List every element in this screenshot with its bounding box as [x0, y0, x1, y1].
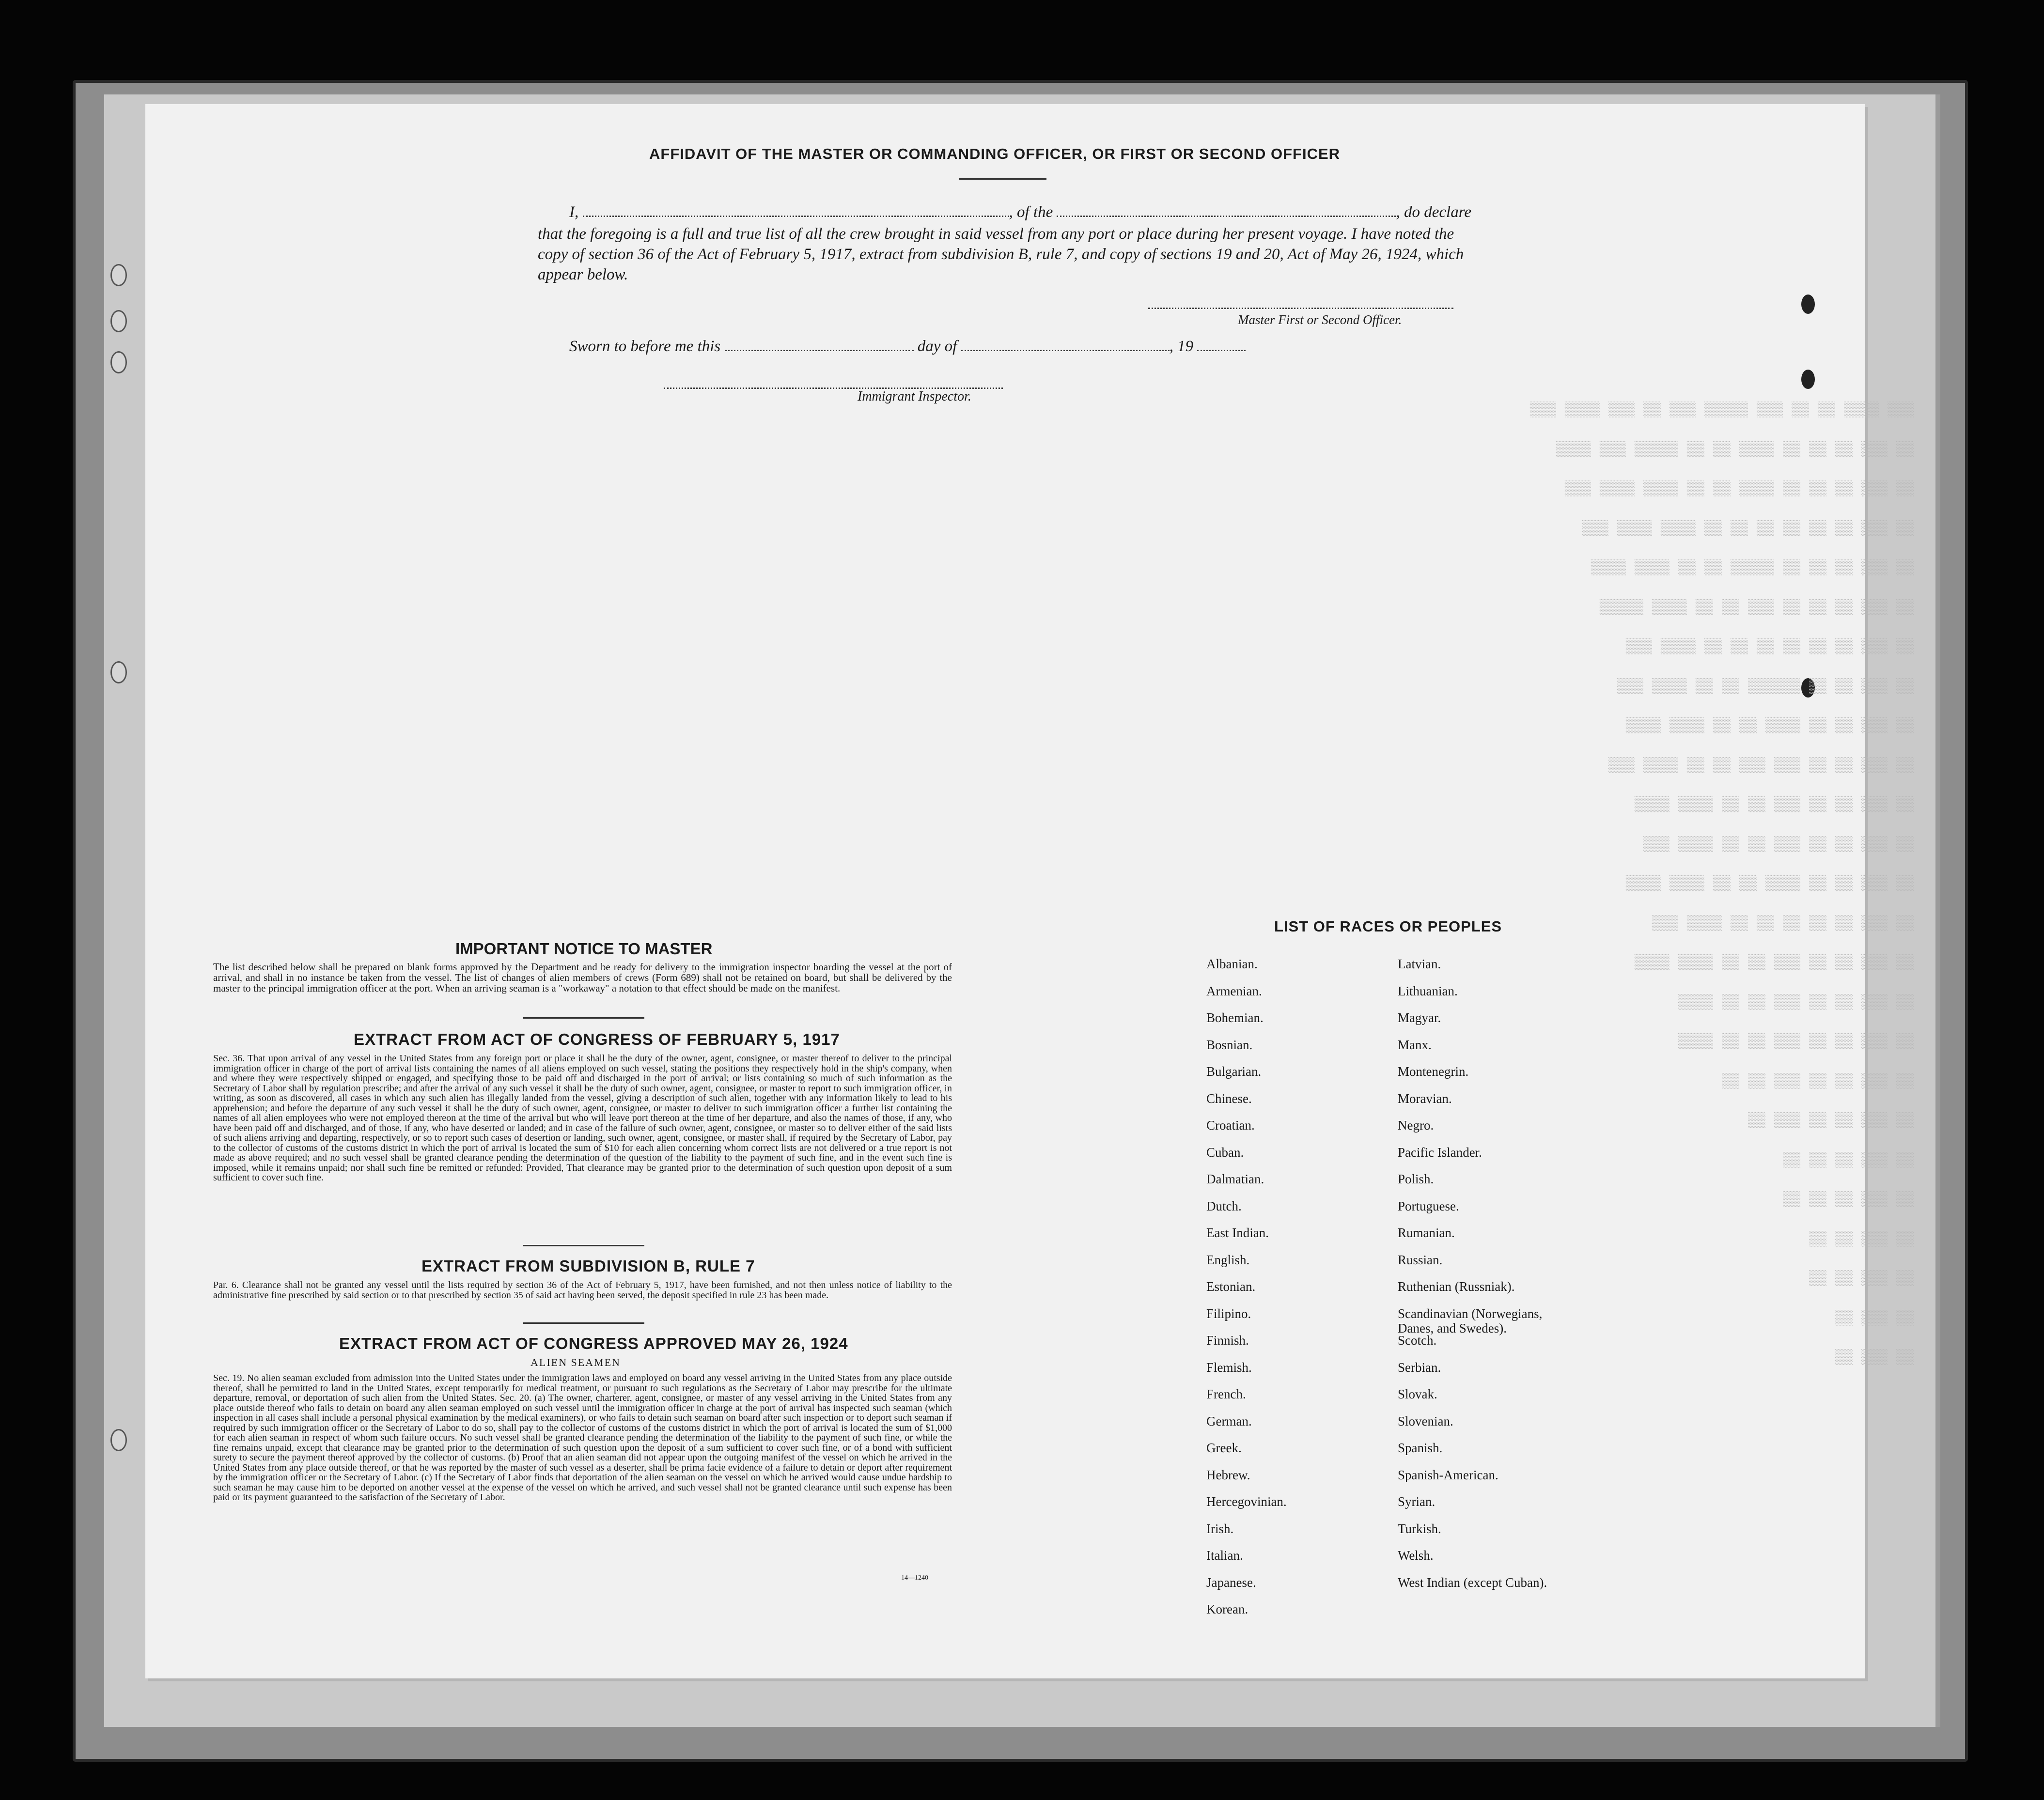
race-item: West Indian (except Cuban). — [1398, 1575, 1547, 1590]
race-item: Spanish-American. — [1398, 1467, 1498, 1482]
races-title: LIST OF RACES OR PEOPLES — [1274, 918, 1502, 935]
races-right-column — [1398, 957, 1547, 1602]
alien-seamen-subhead: ALIEN SEAMEN — [531, 1356, 621, 1368]
declaration-line — [569, 203, 1475, 221]
race-item: German. — [1206, 1413, 1252, 1428]
race-item: Slovenian. — [1398, 1413, 1453, 1428]
race-item: Spanish. — [1398, 1441, 1443, 1455]
race-item: Bosnian. — [1206, 1037, 1253, 1052]
affidavit-title: AFFIDAVIT OF THE MASTER OR COMMANDING OFFICER, OR FIRST OR SECOND OFFICER — [649, 145, 1341, 162]
race-item: Bulgarian. — [1206, 1064, 1262, 1079]
title-rule — [959, 178, 1046, 180]
sworn-year-field[interactable] — [1197, 350, 1246, 351]
sworn-year-label: , 19 — [1169, 338, 1194, 355]
rule7-title: EXTRACT FROM SUBDIVISION B, RULE 7 — [421, 1257, 755, 1275]
vessel-name-field[interactable] — [1057, 216, 1396, 217]
race-item: Portuguese. — [1398, 1198, 1459, 1213]
affidavit-body: that the foregoing is a full and true list of all the crew brought in said vessel from any port or place during her present voyage. I have noted the copy of section 36 of the Act of February 5, 1917, extract from subdivision B, rule 7, and copy of sections 19 and 20, Act of May 26, 1924, which appear below. — [538, 225, 1464, 283]
race-item: Armenian. — [1206, 983, 1262, 998]
sworn-day-label: day of — [917, 338, 957, 355]
race-item: Hebrew. — [1206, 1467, 1250, 1482]
punch-hole — [110, 661, 127, 683]
inspector-signature-label: Immigrant Inspector. — [858, 389, 971, 404]
race-item: Latvian. — [1398, 957, 1441, 971]
race-item: French. — [1206, 1387, 1246, 1401]
race-item: Japanese. — [1206, 1575, 1256, 1590]
race-item: Irish. — [1206, 1521, 1234, 1536]
form-number: 14—1240 — [901, 1574, 928, 1582]
punch-hole — [110, 351, 127, 373]
punch-hole — [1801, 370, 1815, 389]
punch-hole — [1801, 295, 1815, 314]
sworn-line — [569, 338, 1246, 356]
race-item: Estonian. — [1206, 1279, 1256, 1294]
declaration-of: , of the — [1009, 203, 1053, 221]
rule7-body: Par. 6. Clearance shall not be granted any vessel until the lists required by section 36 of the Act of February 5, 1917, have been furnished, and not then unless notice of liability to the administrative fine prescribed by said section or to that prescribed by section 35 of said act having been served, the deposit specified in rule 23 has been made. — [213, 1280, 952, 1301]
section-divider — [523, 1322, 644, 1324]
race-item: Montenegrin. — [1398, 1064, 1469, 1079]
punch-hole — [110, 310, 127, 332]
race-item: Pacific Islander. — [1398, 1145, 1482, 1160]
race-item: Cuban. — [1206, 1145, 1244, 1160]
sworn-prefix: Sworn to before me this — [569, 338, 721, 355]
race-item: Moravian. — [1398, 1091, 1452, 1106]
race-item: Turkish. — [1398, 1521, 1441, 1536]
race-item: Serbian. — [1398, 1360, 1441, 1375]
race-item: Slovak. — [1398, 1387, 1437, 1401]
race-item: English. — [1206, 1252, 1250, 1267]
race-item: Negro. — [1398, 1118, 1434, 1133]
race-item: Croatian. — [1206, 1118, 1255, 1133]
race-item: Scotch. — [1398, 1333, 1437, 1348]
race-item: Rumanian. — [1398, 1226, 1455, 1240]
notice-body: The list described below shall be prepared on blank forms approved by the Department and be ready for delivery to the immigration inspector boarding the vessel at the port of arrival, and shall in no instance be taken from the vessel. The list of changes of alien members of crews (Form 689) shall not be retained on board, but shall be delivered by the master to the principal immigration officer at the port. When an arriving seaman is a "workaway" a notation to that effect should be made on the manifest. — [213, 961, 952, 994]
race-item: Albanian. — [1206, 957, 1258, 971]
race-item: Chinese. — [1206, 1091, 1252, 1106]
section-divider — [523, 1017, 644, 1019]
bleed-through-texture: ▒▒▒ ▒▒▒▒ ▒▒ ▒▒ ▒▒▒ ▒▒▒▒▒ ▒▒▒ ▒▒ ▒▒▒ ▒▒▒▒ ▒▒▒ ▒▒ ▒▒▒ ▒▒ ▒▒ ▒▒ ▒▒▒▒ ▒▒ ▒▒ ▒▒▒▒▒ ▒▒▒ ▒▒▒▒ ▒▒ ▒▒▒ ▒▒ ▒▒ ▒▒ ▒▒▒▒ ▒▒ ▒▒ ▒▒▒▒ ▒▒▒▒ ▒▒▒ ▒▒ ▒▒▒ ▒▒ ▒▒ ▒▒ ▒▒ ▒▒ ▒▒ ▒▒▒▒ ▒▒▒▒ ▒▒▒ ▒▒ ▒▒▒ ▒▒ ▒▒ ▒▒ ▒▒▒▒▒ ▒▒ ▒▒ ▒▒▒▒ ▒▒▒▒ ▒▒ ▒▒▒ ▒▒ ▒▒ ▒▒ ▒▒▒ ▒▒ ▒▒ ▒▒▒▒ ▒▒▒▒▒ ▒▒ ▒▒▒ ▒▒ ▒▒ ▒▒ ▒▒ ▒▒ ▒▒ ▒▒▒▒ ▒▒▒ ▒▒ ▒▒▒ ▒▒ ▒▒ ▒▒▒▒▒▒ ▒▒ ▒▒ ▒▒▒▒ ▒▒▒ ▒▒ ▒▒▒ ▒▒ ▒▒ ▒▒▒▒ ▒▒ ▒▒ ▒▒▒▒ ▒▒▒▒ ▒▒ ▒▒▒ ▒▒ ▒▒ ▒▒▒ ▒▒▒ ▒▒ ▒▒ ▒▒▒▒ ▒▒▒ ▒▒ ▒▒▒ ▒▒ ▒▒ ▒▒▒ ▒▒ ▒▒ ▒▒▒▒ ▒▒▒▒ ▒▒ ▒▒▒ ▒▒ ▒▒ ▒▒▒ ▒▒ ▒▒ ▒▒▒▒ ▒▒▒ ▒▒ ▒▒▒ ▒▒ ▒▒ ▒▒▒▒ ▒▒ ▒▒ ▒▒▒▒ ▒▒▒▒ ▒▒ ▒▒▒ ▒▒ ▒▒ ▒▒ ▒▒ ▒▒ ▒▒▒▒ ▒▒▒ ▒▒ ▒▒▒ ▒▒ ▒▒ ▒▒▒ ▒▒ ▒▒ ▒▒▒▒ ▒▒▒▒ ▒▒ ▒▒▒ ▒▒ ▒▒ ▒▒▒ ▒▒ ▒▒ ▒▒▒▒ ▒▒ ▒▒▒ ▒▒ ▒▒ ▒▒▒ ▒▒ ▒▒ ▒▒▒▒ ▒▒ ▒▒▒ ▒▒ ▒▒ ▒▒▒ ▒▒ ▒▒ ▒▒ ▒▒▒ ▒▒ ▒▒ ▒▒▒ ▒▒ ▒▒ ▒▒▒ ▒▒ ▒▒ ▒▒ ▒▒ ▒▒▒ ▒▒ ▒▒ ▒▒ ▒▒ ▒▒▒ ▒▒ ▒▒ ▒▒ ▒▒▒ ▒▒ ▒▒ ▒▒ ▒▒▒ ▒▒ ▒▒ ▒▒▒ ▒▒ — [1529, 402, 1914, 1366]
declaration-suffix: , do declare — [1396, 203, 1471, 221]
master-signature-label: Master First or Second Officer. — [1238, 312, 1402, 327]
race-item: Scandinavian (Norwegians, Danes, and Swedes). — [1398, 1306, 1543, 1335]
extract-1924-title: EXTRACT FROM ACT OF CONGRESS APPROVED MAY 26, 1924 — [339, 1334, 848, 1352]
punch-hole — [110, 1429, 127, 1451]
race-item: Russian. — [1398, 1252, 1443, 1267]
races-left-column — [1206, 957, 1287, 1629]
race-item: East Indian. — [1206, 1226, 1269, 1240]
sworn-month-field[interactable] — [961, 350, 1170, 351]
race-item: Hercegovinian. — [1206, 1494, 1287, 1509]
race-item: Dalmatian. — [1206, 1172, 1264, 1186]
race-item: Manx. — [1398, 1037, 1432, 1052]
master-signature-line[interactable] — [1148, 308, 1453, 309]
race-item: Filipino. — [1206, 1306, 1251, 1321]
race-item: Italian. — [1206, 1548, 1243, 1563]
race-item: Greek. — [1206, 1441, 1242, 1455]
race-item: Welsh. — [1398, 1548, 1434, 1563]
extract-1917-body: Sec. 36. That upon arrival of any vessel in the United States from any foreign port or place it shall be the duty of the owner, agent, consignee, or master thereof to deliver to the principal immigration officer in charge of the port of arrival lists containing the names of all aliens employed on such vessel, stating the positions they respectively hold in the ship's company, when and where they were respectively shipped or engaged, and specifying those to be paid off and discharged in the port of arrival; or lists containing so much of such information as the Secretary of Labor shall by regulation prescribe; and after the arrival of any such vessel it shall be the duty of such owner, agent, consignee, or master to report to such immigration officer, in writing, as soon as discovered, all cases in which any such alien has illegally landed from the vessel, giving a description of such alien, together with any information likely to lead to his apprehension; and before the departure of any such vessel it shall be the duty of such owner, agent, consignee, or master to deliver to such immigration officer a further list containing the names of all alien employees who were not employed thereon at the time of the arrival but who will leave port thereon at the time of her departure, and also the names of those, if any, who have been paid off and discharged, and of those, if any, who have deserted or landed; and in case of the failure of such owner, agent, consignee, or master so to deliver either of the said lists of such aliens arriving and departing, respectively, or so to report such cases of desertion or landing, such owner, agent, consignee, or master shall, if required by the Secretary of Labor, pay to the collector of customs of the customs district in which the port of arrival is located the sum of $10 for each alien concerning whom correct lists are not delivered or a true report is not made as above required; and no such vessel shall be granted clearance pending the determination of the question of the liability to the payment of such fine, and in the event such fine is imposed, while it remains unpaid; nor shall such fine be remitted or refunded: Provided, That clearance may be granted prior to the determination of such question upon deposit of a sum sufficient to cover such fine. — [213, 1053, 952, 1183]
extract-1917-title: EXTRACT FROM ACT OF CONGRESS OF FEBRUARY 5, 1917 — [354, 1030, 840, 1048]
race-item: Lithuanian. — [1398, 983, 1458, 998]
race-item: Polish. — [1398, 1172, 1434, 1186]
sworn-date-field[interactable] — [725, 350, 914, 351]
race-item: Korean. — [1206, 1602, 1248, 1616]
officer-name-field[interactable] — [583, 216, 1009, 217]
race-item: Ruthenian (Russniak). — [1398, 1279, 1515, 1294]
race-item: Finnish. — [1206, 1333, 1249, 1348]
race-item: Syrian. — [1398, 1494, 1435, 1509]
section-divider — [523, 1245, 644, 1246]
punch-hole — [110, 264, 127, 286]
race-item: Flemish. — [1206, 1360, 1252, 1375]
race-item: Bohemian. — [1206, 1010, 1264, 1025]
race-item: Dutch. — [1206, 1198, 1242, 1213]
extract-1924-body: Sec. 19. No alien seaman excluded from admission into the United States under the immigration laws and employed on board any vessel arriving in the United States from any place outside thereof, shall be permitted to land in the United States, except temporarily for medical treatment, or pursuant to such regulations as the Secretary of Labor may prescribe for the ultimate departure, removal, or deportation of such alien from the United States. Sec. 20. (a) The owner, charterer, agent, consignee, or master of any vessel arriving in the United States from any place outside thereof who fails to detain on board any alien seaman employed on such vessel until the immigration officer in charge at the port of arrival has inspected such seaman (which inspection in all cases shall include a personal physical examination by the medical examiners), or who fails to detain such seaman on board after such inspection or to deport such seaman if required by such immigration officer or the Secretary of Labor to do so, shall pay to the collector of customs of the customs district in which the port of arrival is located the sum of $1,000 for each alien seaman in respect of whom such failure occurs. No such vessel shall be granted clearance pending the determination of the liability to the payment of such fine, or while the fine remains unpaid, except that clearance may be granted prior to the determination of such question upon the deposit of a sum sufficient to cover such fine, or of a bond with sufficient surety to secure the payment thereof approved by the collector of customs. (b) Proof that an alien seaman did not appear upon the outgoing manifest of the vessel on which he arrived in the United States from any place outside thereof, or that he was reported by the master of such vessel as a deserter, shall be prima facie evidence of a failure to detain or deport after requirement by the immigration officer or the Secretary of Labor. (c) If the Secretary of Labor finds that deportation of the alien seaman on the vessel on which he arrived would cause undue hardship to such seaman he may cause him to be deported on another vessel at the expense of the vessel on which he arrived, and such vessel shall not be granted clearance until such expense has been paid or its payment guaranteed to the satisfaction of the Secretary of Labor. — [213, 1373, 952, 1503]
race-item: Magyar. — [1398, 1010, 1441, 1025]
declaration-prefix: I, — [569, 203, 579, 221]
notice-title: IMPORTANT NOTICE TO MASTER — [455, 940, 713, 958]
